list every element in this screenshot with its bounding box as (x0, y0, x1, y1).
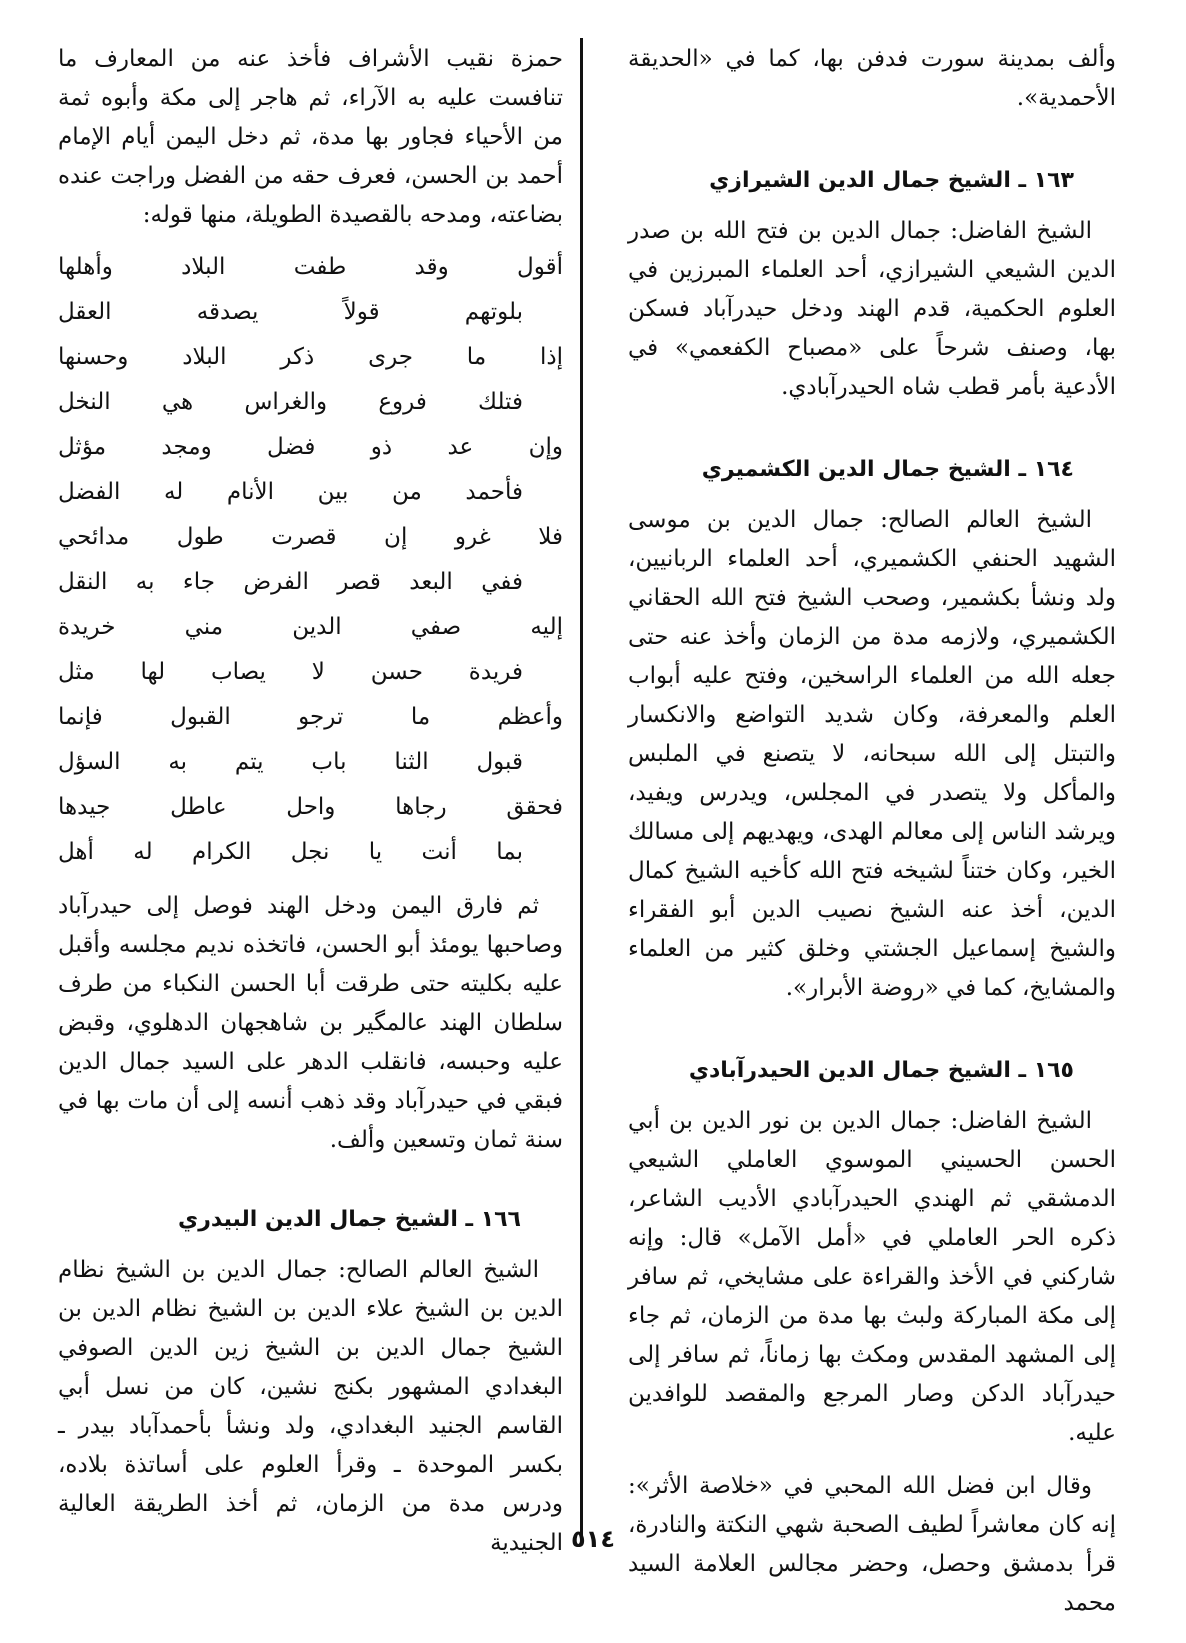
poem-verse: فحقق رجاها واحل عاطل جيدها (58, 794, 563, 820)
poem-verse: فلا غرو إن قصرت طول مدائحي (58, 524, 563, 550)
poem-verse: أقول وقد طفت البلاد وأهلها (58, 254, 563, 280)
poem-verse: بما أنت يا نجل الكرام له أهل (58, 839, 523, 865)
entry-164-heading: ١٦٤ ـ الشيخ جمال الدين الكشميري (701, 457, 1074, 482)
entry-165-body-continued: وقال ابن فضل الله المحبي في «خلاصة الأثر»: إنه كان معاشراً لطيف الصحبة شهي النكتة والنادرة، قرأ بدمشق وحصل، وحضر مجالس العلامة السيد محمد (628, 1473, 1116, 1616)
poem-verse: وأعظم ما ترجو القبول فإنما (58, 704, 563, 730)
after-poem-paragraph: ثم فارق اليمن ودخل الهند فوصل إلى حيدرآباد وصاحبها يومئذ أبو الحسن، فاتخذه نديم مجلسه وأقبل عليه بكليته حتى طرقت أبا الحسن النكباء من طرف سلطان الهند عالمگير بن شاهجهان الدهلوي، وقبض عليه وحبسه، فانقلب الدهر على السيد جمال الدين فبقي في حيدرآباد وقد ذهب أنسه إلى أن مات بها في سنة ثمان وتسعين وألف. (58, 893, 563, 1153)
entry-163-heading: ١٦٣ ـ الشيخ جمال الدين الشيرازي (709, 168, 1074, 193)
poem-verse: وإن عد ذو فضل ومجد مؤثل (58, 434, 563, 460)
entry-165-heading: ١٦٥ ـ الشيخ جمال الدين الحيدرآبادي (688, 1058, 1074, 1083)
column-divider (580, 38, 583, 1538)
left-intro-paragraph: حمزة نقيب الأشراف فأخذ عنه من المعارف ما تنافست عليه به الآراء، ثم هاجر إلى مكة وأبوه ثمة من الأحياء فجاور بها مدة، ثم دخل اليمن أيام الإمام أحمد بن الحسن، فعرف حقه من الفضل وراجت عنده بضاعته، ومدحه بالقصيدة الطويلة، منها قوله: (58, 46, 563, 228)
entry-165-body: الشيخ الفاضل: جمال الدين بن نور الدين بن أبي الحسن الحسيني الموسوي العاملي الشيعي الدمشقي ثم الهندي الحيدرآبادي الأديب الشاعر، ذكره الحر العاملي في «أمل الآمل» قال: وإنه شاركني في الأخذ والقراءة على مشايخي، ثم سافر إلى مكة المباركة ولبث بها مدة من الزمان، ثم جاء إلى المشهد المقدس ومكث بها زماناً، ثم سافر إلى حيدرآباد الدكن وصار المرجع والمقصد للوافدين عليه. (628, 1108, 1116, 1446)
page-number: ٥١٤ (571, 1525, 615, 1553)
poem-verse: بلوتهم قولاً يصدقه العقل (58, 299, 523, 325)
poem (58, 245, 563, 875)
poem-verse: إذا ما جرى ذكر البلاد وحسنها (58, 344, 563, 370)
poem-verse: إليه صفي الدين مني خريدة (58, 614, 563, 640)
right-column (628, 40, 1116, 1623)
right-intro-paragraph: وألف بمدينة سورت فدفن بها، كما في «الحديقة الأحمدية». (628, 46, 1116, 111)
poem-verse: فتلك فروع والغراس هي النخل (58, 389, 523, 415)
left-column (58, 40, 563, 1563)
poem-verse: فريدة حسن لا يصاب لها مثل (58, 659, 523, 685)
entry-166-heading: ١٦٦ ـ الشيخ جمال الدين البيدري (178, 1207, 521, 1232)
entry-166-body: الشيخ العالم الصالح: جمال الدين بن الشيخ نظام الدين بن الشيخ علاء الدين بن الشيخ نظام الدين بن الشيخ جمال الدين بن الشيخ زين الدين الصوفي البغدادي المشهور بكنج نشين، كان من نسل أبي القاسم الجنيد البغدادي، ولد ونشأ بأحمدآباد بيدر ـ بكسر الموحدة ـ وقرأ العلوم على أساتذة بلاده، ودرس مدة من الزمان، ثم أخذ الطريقة العالية الجنيدية (58, 1257, 563, 1556)
entry-164-body: الشيخ العالم الصالح: جمال الدين بن موسى الشهيد الحنفي الكشميري، أحد العلماء الربانيين، ولد ونشأ بكشمير، وصحب الشيخ فتح الله الحقاني الكشميري، ولازمه مدة من الزمان وأخذ عنه حتى جعله الله من العلماء الراسخين، وفتح عليه أبواب العلم والمعرفة، وكان شديد التواضع والانكسار والتبتل إلى الله سبحانه، لا يتصنع في الملبس والمأكل ولا يتصدر في المجلس، ويدرس ويفيد، ويرشد الناس إلى معالم الهدى، ويهديهم إلى مسالك الخير، وكان ختناً لشيخه فتح الله كأخيه الشيخ كمال الدين، أخذ عنه الشيخ نصيب الدين أبو الفقراء والشيخ إسماعيل الجشتي وخلق كثير من العلماء والمشايخ، كما في «روضة الأبرار». (628, 507, 1116, 1001)
poem-verse: قبول الثنا باب يتم به السؤل (58, 749, 523, 775)
poem-verse: ففي البعد قصر الفرض جاء به النقل (58, 569, 523, 595)
entry-163-body: الشيخ الفاضل: جمال الدين بن فتح الله بن صدر الدين الشيعي الشيرازي، أحد العلماء المبرزين في العلوم الحكمية، قدم الهند ودخل حيدرآباد فسكن بها، وصنف شرحاً على «مصباح الكفعمي» في الأدعية بأمر قطب شاه الحيدرآبادي. (628, 218, 1116, 400)
poem-verse: فأحمد من بين الأنام له الفضل (58, 479, 523, 505)
